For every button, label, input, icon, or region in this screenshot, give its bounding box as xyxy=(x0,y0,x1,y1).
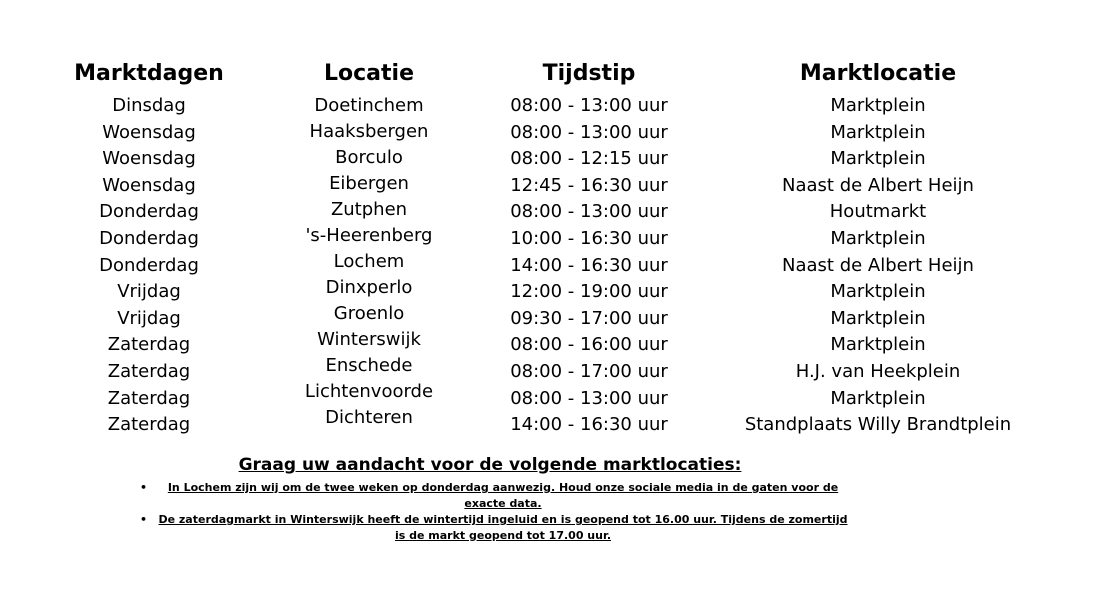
marktlocatie-cell: Marktplein xyxy=(830,387,926,409)
column-locatie xyxy=(269,58,469,431)
notes-title: Graag uw aandacht voor de volgende marktlocaties: xyxy=(238,455,742,475)
tijdstip-cell: 08:00 - 17:00 uur xyxy=(510,360,668,382)
marktdag-cell: Dinsdag xyxy=(112,95,186,116)
marktdag-cell: Woensdag xyxy=(102,174,196,196)
locatie-cell: 's-Heerenberg xyxy=(305,225,433,246)
marktlocatie-cell: Marktplein xyxy=(830,148,926,170)
list-marktdagen xyxy=(49,93,249,439)
locatie-cell: Zutphen xyxy=(330,199,408,220)
locatie-cell: Eibergen xyxy=(329,173,409,194)
marktdag-cell: Vrijdag xyxy=(117,307,181,329)
tijdstip-cell: 09:30 - 17:00 uur xyxy=(510,307,668,329)
note-text: In Lochem zijn wij om de twee weken op donderdag aanwezig. Houd onze sociale media in de gaten voor de exacte data. xyxy=(167,481,839,510)
locatie-cell: Dichteren xyxy=(325,407,413,428)
locatie-cell: Groenlo xyxy=(333,303,405,324)
marktlocatie-cell: Marktplein xyxy=(830,307,926,329)
tijdstip-cell: 10:00 - 16:30 uur xyxy=(510,227,668,249)
marktdag-cell: Woensdag xyxy=(102,121,196,143)
marktdag-cell: Zaterdag xyxy=(107,414,191,436)
tijdstip-cell: 12:45 - 16:30 uur xyxy=(510,174,668,196)
marktlocatie-cell: Marktplein xyxy=(830,227,926,249)
marktlocatie-cell: Marktplein xyxy=(830,334,926,356)
locatie-cell: Dinxperlo xyxy=(325,277,413,298)
marktdag-cell: Woensdag xyxy=(102,148,196,170)
list-tijdstip xyxy=(489,93,689,439)
marktdag-cell: Zaterdag xyxy=(107,387,191,409)
tijdstip-cell: 14:00 - 16:30 uur xyxy=(510,414,668,436)
note-text: De zaterdagmarkt in Winterswijk heeft de wintertijd ingeluid en is geopend tot 16.00 uur. Tijdens de zomertijd is de markt geopend tot 17.00 uur. xyxy=(158,513,848,542)
marktdag-cell: Zaterdag xyxy=(107,360,191,382)
marktdag-cell: Vrijdag xyxy=(117,281,181,303)
locatie-cell: Doetinchem xyxy=(314,95,424,116)
tijdstip-cell: 12:00 - 19:00 uur xyxy=(510,281,668,303)
locatie-cell: Haaksbergen xyxy=(309,121,429,142)
locatie-cell: Enschede xyxy=(325,355,413,376)
notes-section xyxy=(130,452,850,544)
header-tijdstip: Tijdstip xyxy=(542,61,636,86)
tijdstip-cell: 08:00 - 13:00 uur xyxy=(510,95,668,116)
marktlocatie-cell: Naast de Albert Heijn xyxy=(782,174,974,196)
marktdag-cell: Donderdag xyxy=(99,227,199,249)
tijdstip-cell: 08:00 - 13:00 uur xyxy=(510,201,668,223)
column-tijdstip xyxy=(489,58,689,439)
tijdstip-cell: 08:00 - 13:00 uur xyxy=(510,387,668,409)
header-marktlocatie: Marktlocatie xyxy=(799,61,957,86)
marktdag-cell: Donderdag xyxy=(99,201,199,223)
notes-list xyxy=(130,480,850,544)
header-locatie: Locatie xyxy=(324,61,414,86)
marktlocatie-cell: Houtmarkt xyxy=(829,201,927,223)
column-marktlocatie xyxy=(728,58,1028,439)
tijdstip-cell: 14:00 - 16:30 uur xyxy=(510,254,668,276)
list-locatie xyxy=(269,93,469,431)
note-item xyxy=(130,512,850,544)
tijdstip-cell: 08:00 - 12:15 uur xyxy=(510,148,668,170)
tijdstip-cell: 08:00 - 13:00 uur xyxy=(510,121,668,143)
marktlocatie-cell: Naast de Albert Heijn xyxy=(782,254,974,276)
bullet-icon: • xyxy=(140,481,148,494)
column-marktdagen xyxy=(49,58,249,439)
marktlocatie-cell: Marktplein xyxy=(830,281,926,303)
marktlocatie-cell: Marktplein xyxy=(830,121,926,143)
locatie-cell: Lochem xyxy=(333,251,405,272)
locatie-cell: Borculo xyxy=(335,147,403,168)
tijdstip-cell: 08:00 - 16:00 uur xyxy=(510,334,668,356)
note-item xyxy=(130,480,850,512)
locatie-cell: Lichtenvoorde xyxy=(304,381,434,402)
marktlocatie-cell: H.J. van Heekplein xyxy=(795,360,961,382)
marktlocatie-cell: Standplaats Willy Brandtplein xyxy=(744,414,1012,436)
marktlocatie-cell: Marktplein xyxy=(830,95,926,116)
locatie-cell: Winterswijk xyxy=(317,329,421,350)
marktdag-cell: Donderdag xyxy=(99,254,199,276)
list-marktlocatie xyxy=(728,93,1028,439)
marktdag-cell: Zaterdag xyxy=(107,334,191,356)
header-marktdagen: Marktdagen xyxy=(74,61,224,86)
bullet-icon: • xyxy=(140,513,148,526)
